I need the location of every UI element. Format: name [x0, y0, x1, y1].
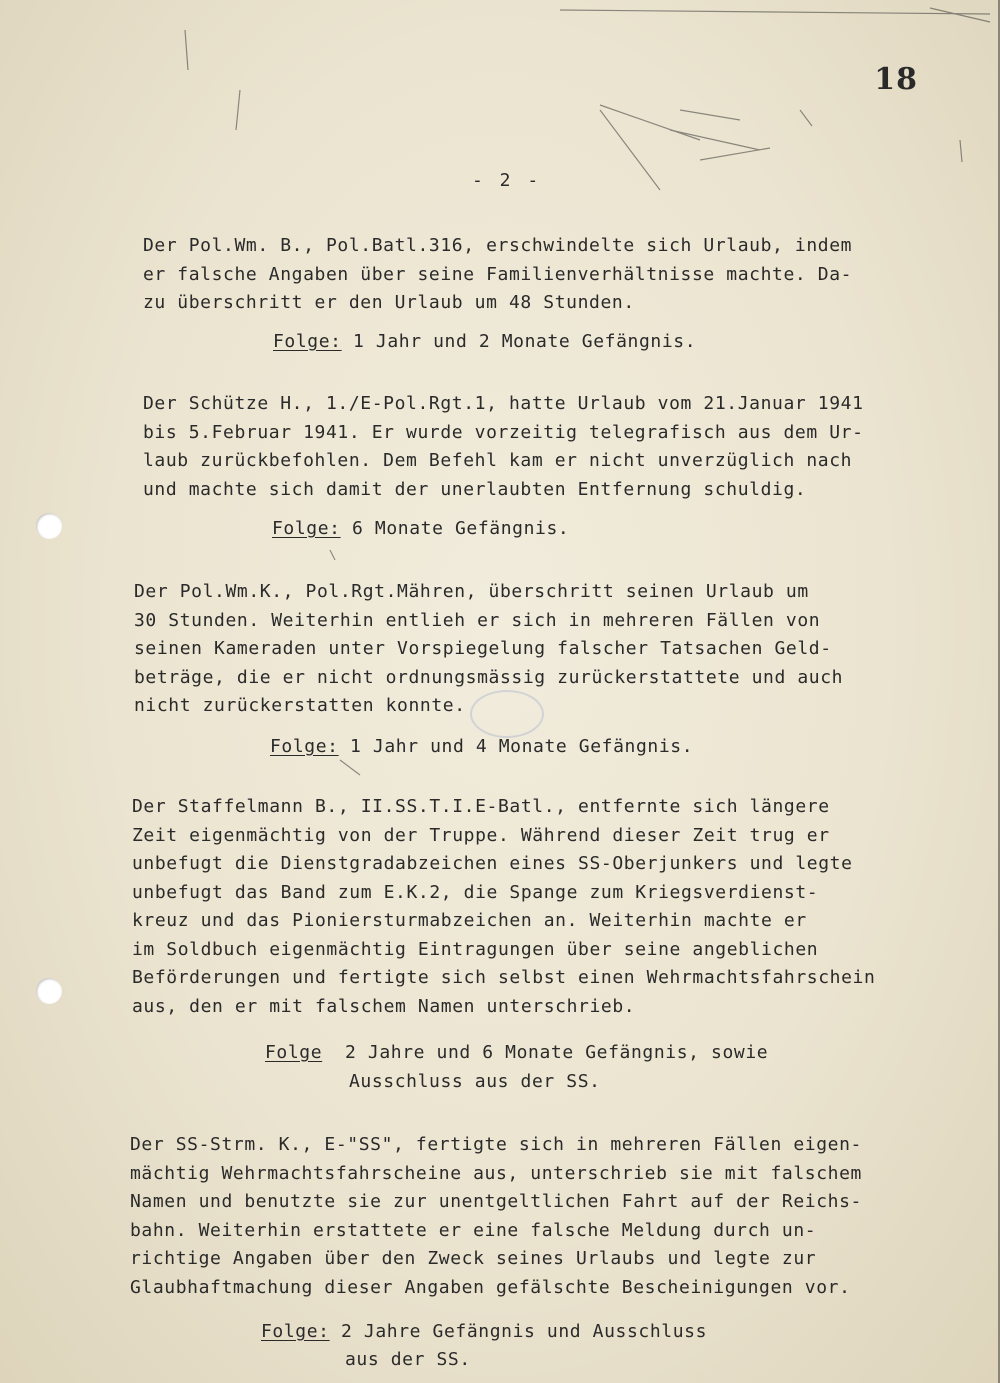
page-number: 18: [874, 62, 918, 97]
case-1-verdict-text: 1 Jahr und 2 Monate Gefängnis.: [341, 331, 697, 352]
case-3-line-1: Der Pol.Wm.K., Pol.Rgt.Mähren, überschritt seinen Urlaub um: [134, 581, 809, 602]
case-4-verdict-label: Folge: [265, 1042, 323, 1063]
case-4-line-4: unbefugt das Band zum E.K.2, die Spange zum Kriegsverdienst-: [132, 881, 819, 903]
case-3-line-5: nicht zurückerstatten konnte.: [134, 695, 466, 716]
case-paragraph-4: [132, 793, 875, 1021]
case-5-line-3: Namen und benutzte sie zur unentgeltlichen Fahrt auf der Reichs-: [130, 1191, 862, 1212]
case-3-verdict: [270, 733, 693, 761]
case-1-line-3: zu überschritt er den Urlaub um 48 Stunden.: [143, 292, 635, 313]
case-4-line-1: Der Staffelmann B., II.SS.T.I.E-Batl., entfernte sich längere: [132, 796, 830, 817]
case-5-verdict-text-2: aus der SS.: [345, 1349, 471, 1370]
case-5-verdict-continued: [345, 1346, 471, 1374]
case-3-line-2: 30 Stunden. Weiterhin entlieh er sich in mehreren Fällen von: [134, 609, 821, 631]
case-1-verdict-label: Folge:: [273, 331, 342, 352]
case-4-line-5: kreuz und das Pioniersturmabzeichen an. Weiterhin machte er: [132, 910, 807, 931]
case-paragraph-1: [143, 232, 852, 318]
case-3-verdict-text: 1 Jahr und 4 Monate Gefängnis.: [338, 736, 694, 757]
case-4-verdict-continued: [349, 1068, 601, 1096]
case-4-line-8: aus, den er mit falschem Namen unterschrieb.: [132, 995, 636, 1017]
page-counter: - 2 -: [472, 170, 542, 191]
case-3-verdict-label: Folge:: [270, 736, 339, 757]
case-5-verdict-label: Folge:: [261, 1321, 330, 1342]
case-2-verdict-text: 6 Monate Gefängnis.: [340, 518, 570, 539]
punch-hole-top: [36, 513, 62, 539]
case-4-verdict-text: 2 Jahre und 6 Monate Gefängnis, sowie: [322, 1042, 769, 1063]
case-5-line-2: mächtig Wehrmachtsfahrscheine aus, unterschrieb sie mit falschem: [130, 1162, 862, 1184]
case-paragraph-2: [143, 390, 864, 504]
case-5-line-6: Glaubhaftmachung dieser Angaben gefälschte Bescheinigungen vor.: [130, 1276, 851, 1298]
case-2-line-4: und machte sich damit der unerlaubten Entfernung schuldig.: [143, 478, 807, 500]
case-paragraph-5: [130, 1131, 862, 1302]
punch-hole-bottom: [36, 978, 62, 1004]
case-3-line-4: beträge, die er nicht ordnungsmässig zurückerstattete und auch: [134, 666, 844, 688]
case-2-line-2: bis 5.Februar 1941. Er wurde vorzeitig telegrafisch aus dem Ur-: [143, 421, 864, 443]
case-2-line-1: Der Schütze H., 1./E-Pol.Rgt.1, hatte Urlaub vom 21.Januar 1941: [143, 393, 864, 414]
case-4-line-7: Beförderungen und fertigte sich selbst einen Wehrmachtsfahrschein: [132, 967, 876, 988]
case-5-verdict: [261, 1318, 707, 1346]
case-4-line-3: unbefugt die Dienstgradabzeichen eines SS-Oberjunkers und legte: [132, 853, 853, 874]
case-2-verdict: [272, 515, 569, 543]
case-1-line-1: Der Pol.Wm. B., Pol.Batl.316, erschwindelte sich Urlaub, indem: [143, 235, 853, 256]
case-1-verdict: [273, 328, 696, 356]
case-3-line-3: seinen Kameraden unter Vorspiegelung falscher Tatsachen Geld-: [134, 638, 832, 659]
case-4-line-6: im Soldbuch eigenmächtig Eintragungen über seine angeblichen: [132, 938, 819, 960]
case-paragraph-3: [134, 578, 843, 721]
case-2-line-3: laub zurückbefohlen. Dem Befehl kam er nicht unverzüglich nach: [143, 450, 853, 471]
case-1-line-2: er falsche Angaben über seine Familienverhältnisse machte. Da-: [143, 263, 853, 285]
case-5-line-5: richtige Angaben über den Zweck seines Urlaubs und legte zur: [130, 1248, 817, 1269]
case-2-verdict-label: Folge:: [272, 518, 341, 539]
case-4-verdict: [265, 1039, 768, 1067]
case-5-verdict-text: 2 Jahre Gefängnis und Ausschluss: [329, 1321, 708, 1342]
case-5-line-4: bahn. Weiterhin erstattete er eine falsche Meldung durch un-: [130, 1219, 817, 1241]
case-4-line-2: Zeit eigenmächtig von der Truppe. Während dieser Zeit trug er: [132, 824, 830, 846]
case-4-verdict-text-2: Ausschluss aus der SS.: [349, 1071, 601, 1092]
case-5-line-1: Der SS-Strm. K., E-"SS", fertigte sich in mehreren Fällen eigen-: [130, 1134, 862, 1155]
